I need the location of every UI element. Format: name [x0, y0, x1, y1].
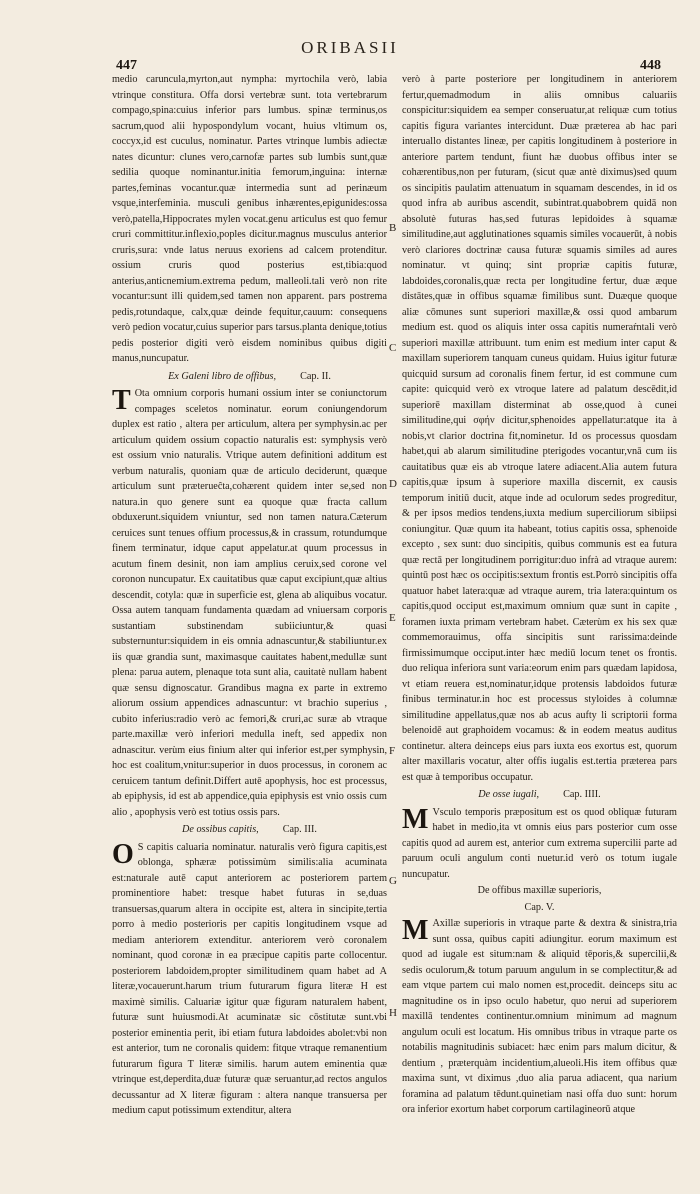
chapter-number: Cap. V. [524, 901, 555, 913]
running-title: ORIBASII [301, 38, 399, 57]
margin-letter: G [389, 875, 397, 887]
drop-cap: T [112, 385, 131, 416]
paragraph-text: S capitis caluaria nominatur. naturalis verò figura capitis,est oblonga, sphæræ potissimùm similis:alia acuminata est:naturale autē caput anteriorem ac posteriorem partem prominentiore habet: tresque habet futuras in se,duas transuersas,quarum altera in occipite est, altera in sincipite,tertia porro à medio posterioris per capitis longitudinem vsque ad mediam anteriorem extenditur. anteriorem verò coronalem nominant, quod coronæ in ea præcipue capitis parte collocentur. posteriorem labdoidem,propter similitudinem quam habet ad A literæ,vocauerunt.harum trium futurarum figura literæ H est maximè similis. Caluariæ igitur quæ figuram naturalem habent, futuræ sunt huiusmodi.At acuminatæ sic cōstitutæ sunt.vbi posterior eminentia perit, ibi etiam futura labdoides abolet:vbi non est anterior, tum ne coronalis quidem: fitque vtraque remanentium futurarum figura T literæ similis. harum autem eminentia quæ vtrinque est,deperdita,duæ futuræ quæ seruantur,ad rectos angulos decussantur ad X literæ figuram : altera nanque transuersa per medium caput potissimum extenditur, altera [112, 841, 387, 1116]
drop-cap: M [402, 803, 429, 835]
section-heading: De offibus maxillæ superioris, [477, 885, 602, 896]
folio-right: 448 [640, 58, 661, 73]
section-heading [112, 369, 387, 385]
right-column [402, 72, 677, 1118]
margin-letter: F [389, 745, 396, 757]
paragraph-text: Ota omnium corporis humani ossium inter se coniunctorum compages sceletos nominatur. eorum coniungendorum duplex est ratio , altera per articulum, altera per symphysin.ac per articulum quidem ossium copactio naturalis est: symphysis verò est ossium vnio naturalis. Vtrique autem definitioni additum est verbum naturalis, quoniam quæ de articulo deciderunt, quæque articulum sunt præterueĉta,cohærent quidem inter se,sed non natura.in quo genere sunt ea quoque quæ fracta callum obduxerunt.siquidem vniuntur, sed non tamen natura.Cæterum ceruices sunt tenues offium processus,& in crassum, rotundumque finem terminatur, idque caput appelatur.at quum processus in acutum finem desinit, non iam amplius ceruix,sed corone vel coronon nuncupatur. Ex cauitatibus quæ caput excipiunt,quæ altius descendit, cotyla: quæ in superficie est, glena ab aliquibus vocatur. Ossa autem tanquam fundamenta quædam ad vniuersam corporis sustantiam substinendam subiiciuntur,& quasi substernuntur:siquidem in eis omnia adnascuntur,& stabiliuntur.ex iis quæ grandia sunt, maximasque cauitates habent,medullæ sunt plena: parua autem, plenaque tota sunt alia, cauitatè nullam habent quæ sensu dignoscatur. Grandibus magna ex parte in extremo aliorum ossium appendices adnascuntur: vt brachio superius , cubito inferius:radio verò ac femori,& cruri,ac suræ ab vtraque parte.maxillæ verò inferiori medulla ineft, sed appedix non adnascitur. verùm eius finium alter qui inferior est,per symphysin, hoc est coalitum,vnitur:superior in duos processus, in coronem ac ceruicem tantum definit.Differt autē apophysis, hoc est processus, ab epiphysis, id est ab appendice,quia epiphysis est vnio ossis cum alio , apophysis verò est totius ossis pars. [112, 388, 387, 818]
paragraph [112, 386, 387, 820]
paragraph [112, 840, 387, 1119]
heading-text: De osse iugali, [478, 789, 540, 800]
section-heading [112, 822, 387, 838]
chapter-number: Cap. II. [300, 370, 331, 382]
margin-letter: E [389, 612, 396, 624]
paragraph [402, 916, 677, 1118]
section-heading [402, 787, 677, 803]
chapter-number: Cap. III. [282, 824, 317, 835]
margin-letter: H [389, 1007, 397, 1019]
heading-text: De ossibus capitis, [182, 824, 259, 835]
drop-cap: O [112, 838, 134, 870]
margin-letter: D [389, 478, 397, 490]
margin-letter: B [389, 222, 397, 234]
paragraph [402, 805, 677, 883]
paragraph: medio caruncula,myrton,aut nympha: myrtochila verò, labia vtrinque constitura. Offa dorsi vertebræ sunt. tota vertebrarum compago,spina:cuius inferior pars lumbus. spinæ terminus,os sacrum,quod alii hypospondylum vocant, huius vltimum os, coccyx,id est cuculus, nominatur. Partes vtrinque lumbis adiectæ nates dicuntur: clunes vero,carnofæ partes sub lumbis sunt,quæ sedilia quoque nominantur.initia femorum,inguina: internæ partes,feminas vocantur.quæ intermedia sunt ad perinæum vsque,interfeminia. musculi genibus inhærentes,epigunides:ossa verò,patella,Hippocrates mylen vocat.genu articulus est quo femur cruri committitur.inflexio,poples dicitur.magnus musculus anterior cruris,sura: vnde latus neruus exoriens ad calcem protenditur. ossium cruris quod posterius est,tibia:quod anterius,anticnemium.extrema pedum, malleoli.tali verò non rite vocantur:sunt illi quidem,sed tamen non apparent. pars postrema pedis,rotundaque, calx,quæ deinde fequitur,cauum: consequens verò pedion vocatur,cuius superior pars tarsus.planta denique,totius pedis posterior digiti verò eisdem nominibus quibus digiti manus,nuncupatur. [112, 74, 387, 364]
paragraph-text: Vsculo temporis præpositum est os quod obliquæ futuram habet in medio,ita vt omnis eius pars posterior cum osse capitis quod ad aurem est, anterior cum extrema supercilii parte ad paruum oculi angulum conti nuetur.id verò os totum iugale nuncupatur. [402, 806, 677, 880]
drop-cap: M [402, 915, 429, 946]
folio-left: 447 [116, 58, 137, 73]
margin-letter: C [389, 342, 397, 354]
paragraph: verò à parte posteriore per longitudinem in anteriorem fertur,quemadmodum in aliis omnibus caluariis conspicitur:siquidem ea semper conseruatur,at reliquæ cum totius capitis figura variantes intercidunt. Duæ præterea ab hac pari interuallo distantes lineæ, per capitis longitudinem à posteriore in anteriore partem tendunt, fiunt hæ duobus offibus inter se cohærentibus,non per futuram, (sicut quæ antè diximus)sed quum os sincipitis paulatim attenuatum in squamam descendes, in id os quod infra ab auribus ascendit, subintrat.quabobrem quidā non absolutè futuras has,sed futuras lepidoides à squamæ similitudine,aut agglutinationes squamis similes vocauerūt, à nobis verò clariores doctrinæ causa futuræ squamis similes ad aures nominatur. vt quinq; sint propriæ capitis futuræ, labdoides,coronalis,quæ recta per longitudine fertur, duæ æque distātes,quæ in offibus squamæ fimilibus sunt. Duæque quoque aliæ cōmunes sunt superiori maxillæ,& ossi quod ambarum medium est. quod os aliquis inter ossa capitis numeraŕntali verò superiori maxillæ attribuunt. tum enim est medium inter caput & maxillam superiorem tanquam cuneus quidam. Huius igitur futuræ quicquid sursum ad coronalis finem fertur, id est commune cum capite: quicquid verò ex vtroque latere ad palatum descēdit,id superiorē maxillam disterminat ab osse,quod à cunei similitudine,qui σφήν dicitur,sphenoides appellatur:atque ita à nobis,vt clarior doctrina fit,nominetur. Id os processus quosdam habet,qui ab alarum similitudine pterigodes vocantur,vnā cum iis cauitatibus quæ eis ab vtroque latere adiacent.Alia autem futura capitis,quæ ipsum à superiore maxilla discernit, ex causis temporum initiū ducit, atque inde ad oculorum sedes progreditur, & per ipsos medios tendens,iuxta medium superciliorum sibiipsi coniungitur. Quæ quum ita habeant, totius capitis ossa, sphenoide excepto , sex sunt: duo sincipitis, quibus communis est ea futura quæ rectā per longitudinem porrigitur:duo infrà ad vtraque aurem: quintū post hæc os occipitis:sextum frontis est.Porrò sincipitis offa quatuor habet latera:quæ ad vtraque aurem, tria latera:quintum os capitis,quod occiput est,maximum omnium quæ sunt in capite , foramen iuxta primam vertebram habet. Cæterùm ex his sex quæ commemorauimus, offa sincipitis sunt rarissima:deinde firmissimumque occiput.inter hæc mediū locum tenet os frontis. duo reliqua inferiora sunt varia:eorum enim pars quædam lapidosa, vt etiam reuera est,nominatur,idque protensis labdoidos futuræ finibus terminatur.in hoc est processus styloides à columnæ similitudine appellatus,quæ nos ab acus aufty li scriptorii forma belenoidē aut graphoidem vocamus: & in eodem meatus auditus continetur. altera deinceps eius pars iuxta eos exortus est, quorum alter maxillaris vocatur, alter offis iugalis est.tertia præterea pars est quæ à temporibus occupatur. [402, 74, 677, 783]
left-column [112, 72, 387, 1119]
heading-text: Ex Galeni libro de offibus, [168, 370, 277, 382]
paragraph-text: Axillæ superioris in vtraque parte & dextra & sinistra,tria sunt ossa, quibus capiti adiungitur. eorum maximum est quod ad iugale est situm:nam & aliquid tēporis,& supercilii,& sedis oculorum,& totum paruum angulum in se complectitur,& ad eam vtque partem cui malo nomen est,procedit. deinceps situ ac magnitudine os in ipso oculo habetur, quo nerui ad superiorem maxillā tendentes continentur.omnium minimum ad magnum angulum oculi est locatum. His omnibus tribus in vtraque parte os notabilis magnitudinis subiacet: hæc enim pars malum dicitur, & dentium , præterquàm incidentium,alueoli.His item offibus quæ maxima sunt, vt diximus ,duo alia parua adiacent, qua narium foramina ad palatum tēdunt.quinetiam nasi offa duo sunt: horum ora inferior exortum habet corporum cartilagineorū atque [402, 918, 677, 1115]
chapter-number: Cap. IIII. [563, 789, 601, 800]
